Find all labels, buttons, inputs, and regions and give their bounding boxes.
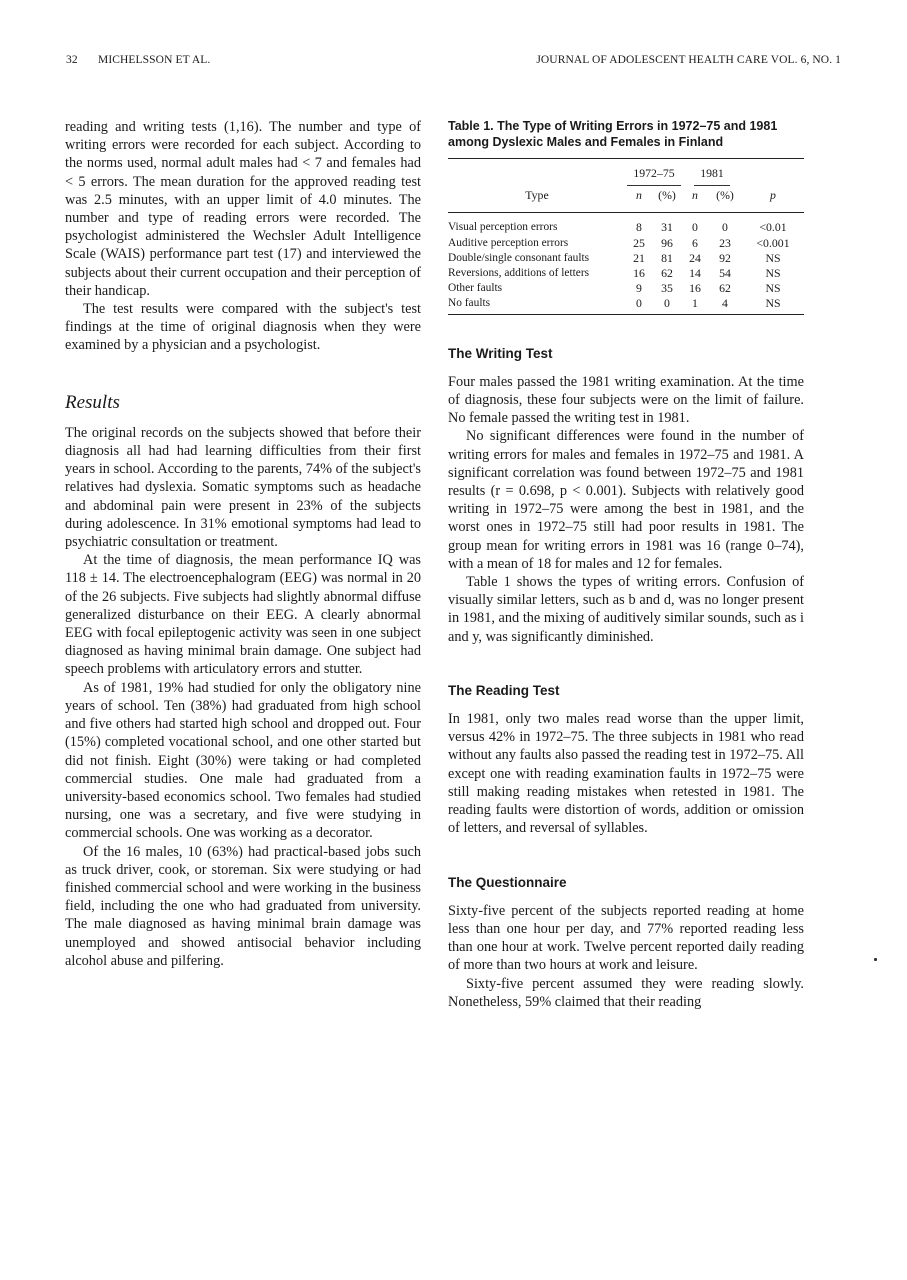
section-heading-writing-test: The Writing Test xyxy=(448,345,553,361)
paragraph-writing-differences: No significant differences were found in the number of writing errors for males and females in 1972–75 and 1981. A significant correlation was found between 1972–75 and 1981 results (r = 0.698, p < 0.001). Subjects with relatively good writing in 1972–75 were among the best in 1981, and the worst ones in 1972–75 still had poor results in 1981. The group mean for writing errors in 1981 was 16 (range 0–74), with a mean of 18 for males and 12 for females. xyxy=(448,428,804,572)
section-heading-reading-test: The Reading Test xyxy=(448,682,560,698)
cell-n-1972: 8 xyxy=(636,220,642,235)
table-row xyxy=(448,266,804,281)
scan-speck xyxy=(874,958,877,961)
column-header-n: n xyxy=(626,187,652,213)
paragraph-reading-test: In 1981, only two males read worse than the upper limit, versus 42% in 1972–75. The three subjects in 1981 who read without any faults also passed the reading test in 1972–75. All except one with reading examination faults in 1972–75 were still making reading mistakes when retested in 1981. The reading faults were distortion of words, addition or omission of letters, and reversal of syllables. xyxy=(448,711,804,837)
section-heading-questionnaire: The Questionnaire xyxy=(448,874,567,890)
cell-n-1981: 24 xyxy=(689,250,701,265)
cell-n-1981: 14 xyxy=(689,266,701,281)
cell-n-1972: 16 xyxy=(633,266,645,281)
paragraph-occupation: Of the 16 males, 10 (63%) had practical-based jobs such as truck driver, cook, or storeman. Six were studying or had finished commercial school and were working in the business field, including the one who had graduated from university. The male diagnosed as having minimal brain damage was unemployed and showed antisocial behavior including alcohol abuse and pilfering. xyxy=(65,843,421,969)
cell-n-1972: 0 xyxy=(626,296,652,314)
table-row xyxy=(448,281,804,296)
right-column xyxy=(448,118,804,1011)
paragraph-methods-continued: reading and writing tests (1,16). The number and type of writing errors were recorded for each subject. According to the norms used, normal adult males had < 7 and females had < 5 errors. The mean duration for the approved reading test was 2.5 minutes, with an upper limit of 4.0 minutes. The number and type of reading errors were recorded. The psychologist administered the Wechsler Adult Intelligence Scale (WAIS) performance part test (17) and interviewed the subjects about their current occupation and their perception of their handicap. xyxy=(65,119,421,299)
cell-p: <0.001 xyxy=(756,235,790,250)
paragraph-writing-exam: Four males passed the 1981 writing examination. At the time of diagnosis, these four subjects were on the limit of failure. No female passed the writing test in 1981. xyxy=(448,373,804,427)
cell-pct-1972: 31 xyxy=(661,220,673,235)
paragraph-original-records: The original records on the subjects showed that before their diagnosis all had had learning difficulties from their first years in school. According to the parents, 74% of the subject's relatives had dyslexia. Somatic symptoms such as headache and abdominal pain were present in 23% of the subjects during adolescence. In 31% emotional symptoms had lead to psychiatric consultation or treatment. xyxy=(65,424,421,551)
cell-n-1972: 21 xyxy=(633,250,645,265)
cell-pct-1981: 62 xyxy=(719,281,731,296)
writing-errors-table xyxy=(448,158,804,315)
cell-type: No faults xyxy=(448,296,626,314)
paragraph-writing-types: Table 1 shows the types of writing errors. Confusion of visually similar letters, such as b and d, was no longer present in 1981, and the mixing of auditively similar sounds, such as i and y, was significantly diminished. xyxy=(448,574,804,645)
cell-p: <0.01 xyxy=(759,220,787,235)
column-header-type: Type xyxy=(448,187,626,213)
column-header-n: n xyxy=(682,187,708,213)
table-row xyxy=(448,236,804,251)
cell-pct-1981: 54 xyxy=(719,266,731,281)
cell-type: Visual perception errors xyxy=(448,221,558,234)
cell-n-1981: 16 xyxy=(689,281,701,296)
cell-pct-1981: 4 xyxy=(708,296,742,314)
paragraph-diagnosis: At the time of diagnosis, the mean performance IQ was 118 ± 14. The electroencephalogram (EEG) was normal in 20 of the 26 subjects. Five subjects had slightly abnormal diffuse generalized disturbance on their EEG. A clearly abnormal EEG with focal epileptogenic activity was seen in one subject diagnosed as having minimal brain damage. One subject had speech problems with articulatory errors and stutter. xyxy=(65,552,421,678)
cell-type: Double/single consonant faults xyxy=(448,251,590,264)
column-group-1972-75: 1972–75 xyxy=(627,166,680,186)
cell-pct-1981: 0 xyxy=(722,220,728,235)
table-row xyxy=(448,251,804,266)
column-header-percent: (%) xyxy=(652,187,682,213)
paragraph-comparison: The test results were compared with the subject's test findings at the time of original diagnosis when they were examined by a physician and a psychologist. xyxy=(65,301,421,354)
paragraph-questionnaire-reading-time: Sixty-five percent of the subjects reported reading at home less than one hour per day, and 77% reported reading less than one hour at work. Twelve percent reported daily reading of more than two hours at work and leisure. xyxy=(448,902,804,974)
column-group-1981: 1981 xyxy=(694,166,730,186)
cell-n-1972: 9 xyxy=(636,281,642,296)
cell-p: NS xyxy=(765,250,781,265)
cell-n-1981: 0 xyxy=(692,220,698,235)
cell-n-1972: 25 xyxy=(633,235,645,250)
paragraph-education: As of 1981, 19% had studied for only the obligatory nine years of school. Ten (38%) had graduated from high school and five others had started high school and dropped out. Four (15%) completed vocational school, and one other started but did not finish. Eight (30%) were taking or had completed commercial studies. One male had graduated from a university-based economics school. Two females had studied nursing, one was a secretary, and five were studying in commercial schools. One was working as a decorator. xyxy=(65,679,421,842)
running-head-authors: MICHELSSON ET AL. xyxy=(98,54,211,66)
cell-p: NS xyxy=(765,281,781,296)
cell-pct-1972: 96 xyxy=(661,235,673,250)
left-column xyxy=(65,118,421,970)
column-header-p: p xyxy=(742,187,804,213)
page-number: 32 xyxy=(66,54,78,66)
paragraph-questionnaire-speed: Sixty-five percent assumed they were reading slowly. Nonetheless, 59% claimed that their reading xyxy=(448,975,804,1010)
section-heading-results: Results xyxy=(65,391,120,413)
table-row xyxy=(448,213,804,236)
cell-type: Reversions, additions of letters xyxy=(448,267,590,280)
cell-pct-1972: 0 xyxy=(652,296,682,314)
cell-n-1981: 6 xyxy=(692,235,698,250)
cell-p: NS xyxy=(765,266,781,281)
cell-pct-1981: 92 xyxy=(719,250,731,265)
table-row xyxy=(448,296,804,314)
cell-pct-1972: 35 xyxy=(661,281,673,296)
cell-pct-1972: 62 xyxy=(661,266,673,281)
running-head-journal: JOURNAL OF ADOLESCENT HEALTH CARE VOL. 6, NO. 1 xyxy=(536,54,841,66)
table-caption: Table 1. The Type of Writing Errors in 1972–75 and 1981 among Dyslexic Males and Females in Finland xyxy=(448,119,778,149)
cell-p: NS xyxy=(742,296,804,314)
column-header-percent: (%) xyxy=(708,187,742,213)
cell-type: Other faults xyxy=(448,282,503,295)
cell-n-1981: 1 xyxy=(682,296,708,314)
cell-pct-1981: 23 xyxy=(719,235,731,250)
cell-pct-1972: 81 xyxy=(661,250,673,265)
cell-type: Auditive perception errors xyxy=(448,236,569,249)
